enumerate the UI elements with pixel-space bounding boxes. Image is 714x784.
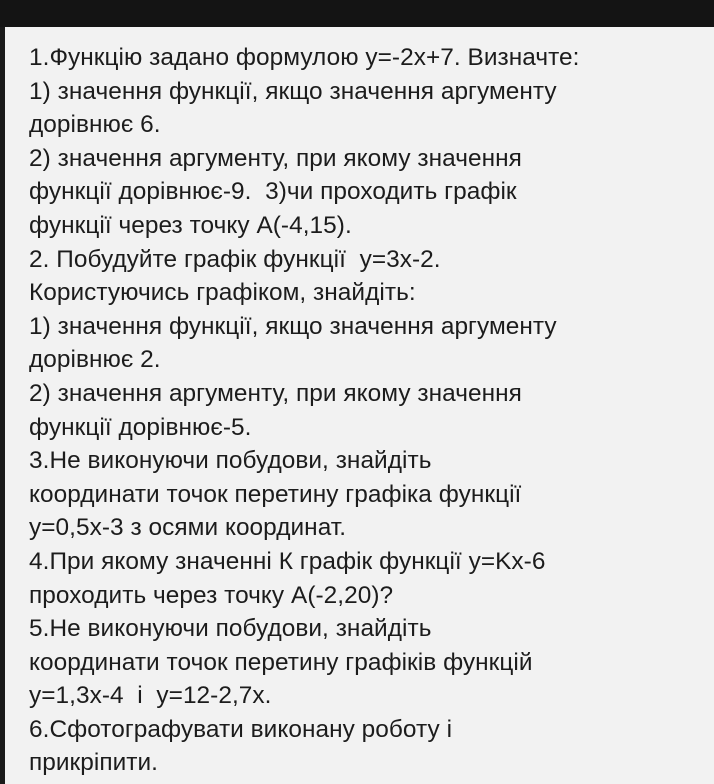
text-line: функції дорівнює-9. 3)чи проходить графік bbox=[29, 178, 517, 206]
top-dark-bar bbox=[0, 0, 714, 27]
text-line: 2) значення аргументу, при якому значення bbox=[29, 379, 522, 407]
text-line: 2) значення аргументу, при якому значення bbox=[29, 144, 522, 172]
text-line: проходить через точку А(-2,20)? bbox=[29, 581, 394, 609]
text-line: 2. Побудуйте графік функції y=3x-2. bbox=[29, 245, 441, 273]
text-line: 1) значення функції, якщо значення аргументу bbox=[29, 312, 557, 340]
text-line: y=1,3x-4 і y=12-2,7x. bbox=[29, 682, 272, 710]
text-line: прикріпити. bbox=[29, 749, 159, 777]
text-line: 3.Не виконуючи побудови, знайдіть bbox=[29, 447, 432, 475]
text-line: функції через точку А(-4,15). bbox=[29, 211, 352, 239]
text-line: 1) значення функції, якщо значення аргументу bbox=[29, 77, 557, 105]
text-line: 5.Не виконуючи побудови, знайдіть bbox=[29, 615, 432, 643]
text-line: 6.Сфотографувати виконану роботу і bbox=[29, 715, 453, 743]
task-text bbox=[29, 41, 714, 780]
text-line: дорівнює 2. bbox=[29, 346, 161, 374]
text-line: координати точок перетину графіків функцій bbox=[29, 648, 533, 676]
text-line: координати точок перетину графіка функції bbox=[29, 480, 522, 508]
text-line: дорівнює 6. bbox=[29, 111, 161, 139]
text-line: 1.Функцію задано формулою y=-2x+7. Визначте: bbox=[29, 44, 580, 71]
text-line: 4.При якому значенні К графік функції y=Kx-6 bbox=[29, 547, 546, 575]
text-line: Користуючись графіком, знайдіть: bbox=[29, 279, 416, 307]
text-line: функції дорівнює-5. bbox=[29, 413, 252, 441]
text-line: y=0,5x-3 з осями координат. bbox=[29, 514, 347, 542]
homework-sheet bbox=[0, 27, 714, 784]
